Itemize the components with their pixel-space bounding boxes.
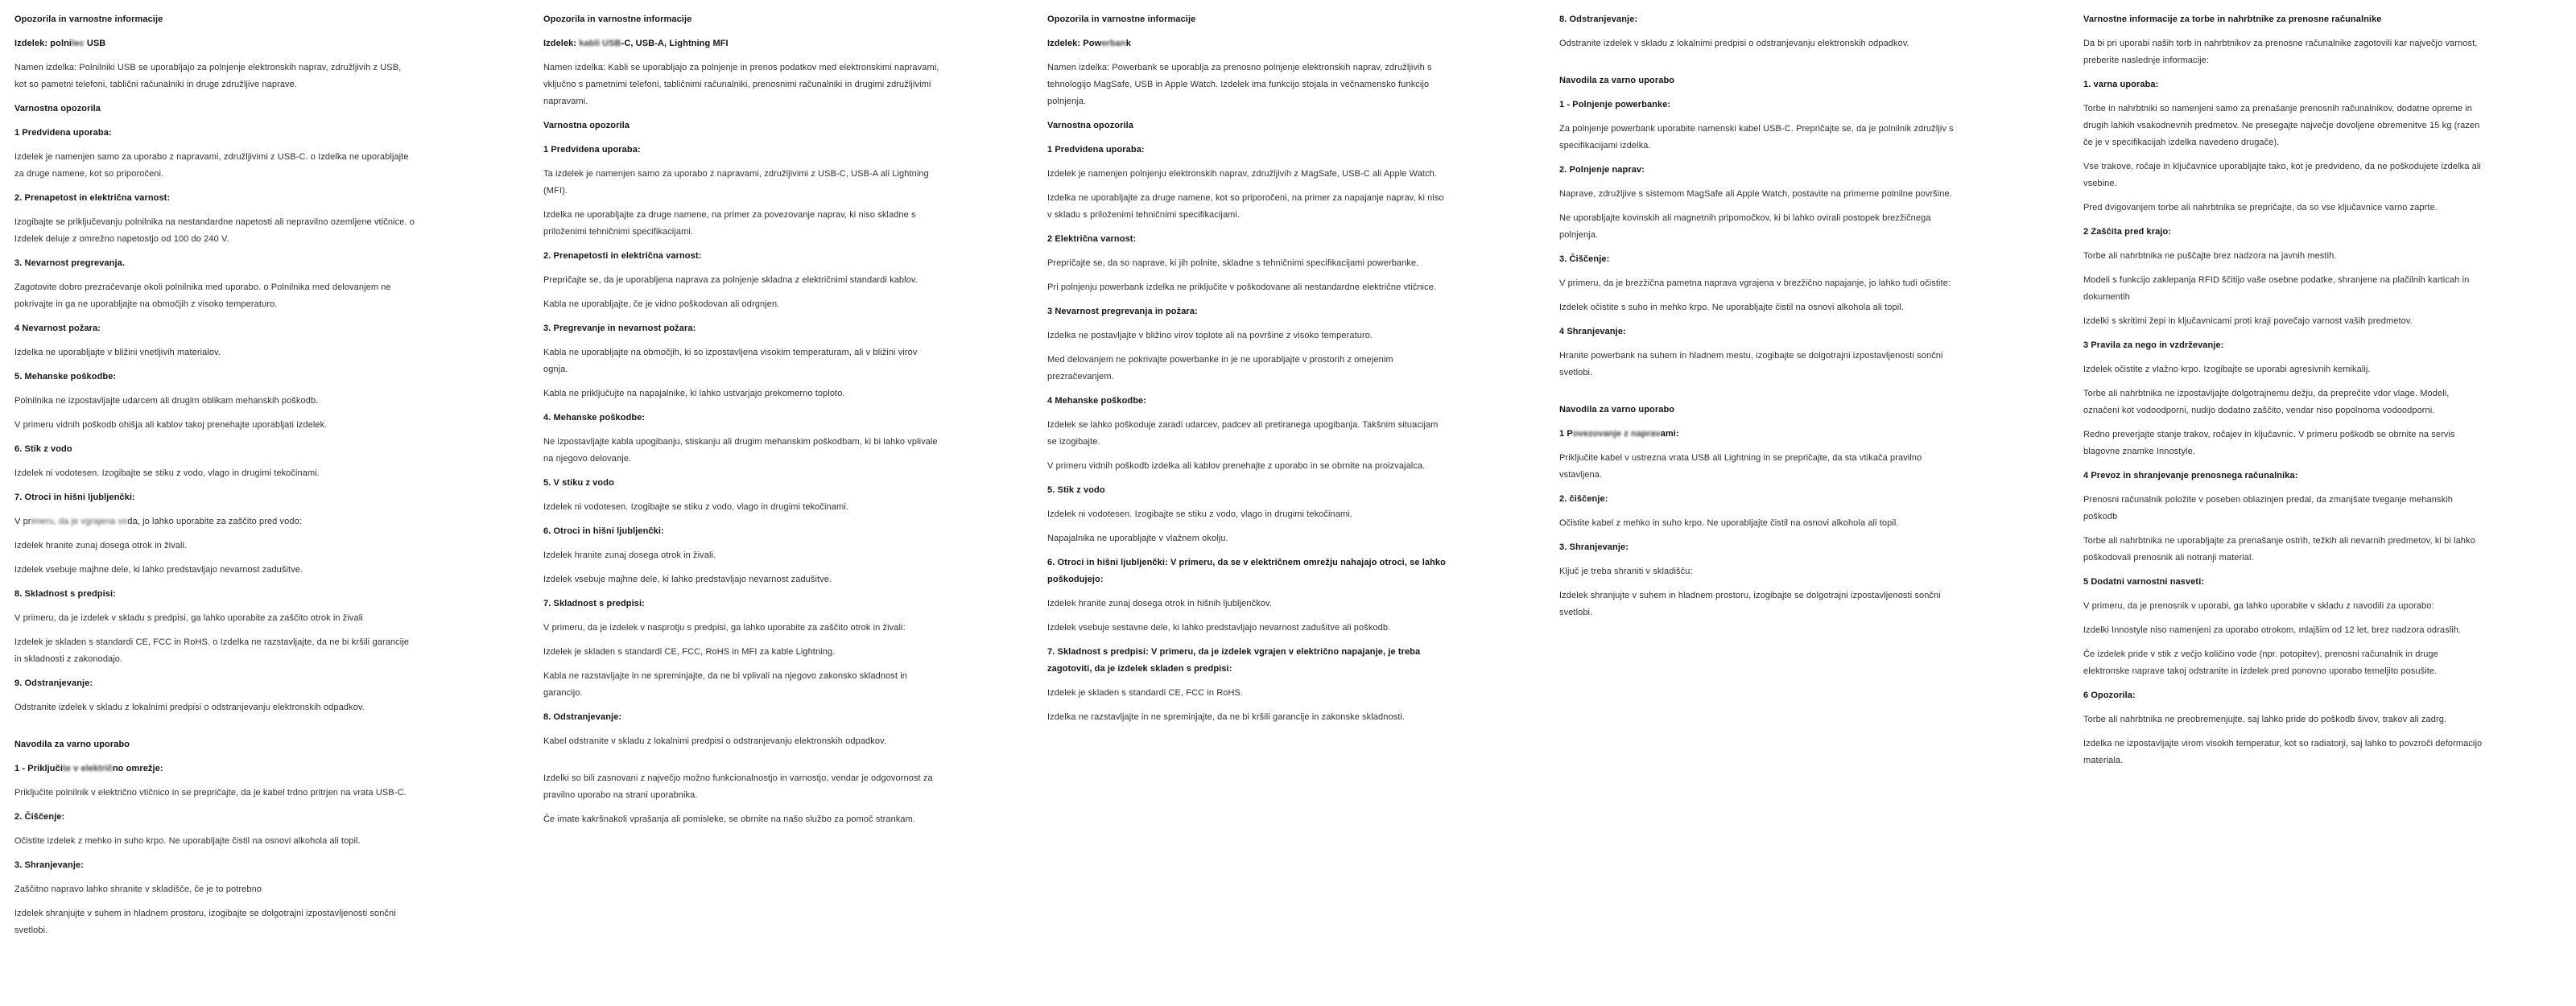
paragraph: Napajalnika ne uporabljajte v vlažnem okolju. bbox=[1047, 534, 1228, 543]
paragraph-spacer bbox=[1559, 389, 1959, 402]
paragraph: Da bi pri uporabi naših torb in nahrbtnikov za prenosne računalnike zagotovili kar največjo varnost, preberite naslednje informacije: bbox=[2083, 39, 2478, 65]
paragraph: Ne uporabljajte kovinskih ali magnetnih pripomočkov, ki bi lahko ovirali postopek brezžičnega polnjenja. bbox=[1559, 213, 1931, 240]
section-heading: 7. Skladnost s predpisi: V primeru, da je izdelek vgrajen v električno napajanje, je treba zagotoviti, da je izdelek skladen s predpisi: bbox=[1047, 647, 1421, 674]
paragraph: Kabla ne priključujte na napajalnike, ki lahko ustvarjajo prekomerno toploto. bbox=[543, 389, 845, 398]
paragraph: V primeru vidnih poškodb izdelka ali kablov prenehajte z uporabo in se obrnite na proizvajalca. bbox=[1047, 461, 1426, 471]
paragraph: Torbe in nahrbtniki so namenjeni samo za prenašanje prenosnih računalnikov, dodatne opreme in drugih lahkih vsakodnevnih predmetov. Ne presegajte največje dovoljene obremenitve 15 kg (razen če je v specifikacijah izdelka navedeno drugače). bbox=[2083, 104, 2480, 147]
section-heading: Varnostna opozorila bbox=[543, 121, 630, 130]
paragraph: Torbe ali nahrbtnika ne uporabljajte za prenašanje ostrih, težkih ali nevarnih predmetov, ki bi lahko poškodovali prenosnik ali notranji material. bbox=[2083, 536, 2475, 563]
section-heading: 4 Shranjevanje: bbox=[1559, 327, 1626, 336]
paragraph: Očistite kabel z mehko in suho krpo. Ne uporabljajte čistil na osnovi alkohola ali topil. bbox=[1559, 518, 1899, 528]
blurred-text: imeru, da je vgrajena vo bbox=[31, 517, 128, 526]
paragraph: Vse trakove, ročaje in ključavnice uporabljajte tako, kot je predvideno, da ne poškodujete izdelka ali vsebine. bbox=[2083, 162, 2481, 188]
section-heading: 3. Čiščenje: bbox=[1559, 254, 1610, 264]
section-heading: Izdelek: Powerbank bbox=[1047, 39, 1131, 48]
section-heading: 7. Skladnost s predpisi: bbox=[543, 599, 645, 608]
paragraph: Izdelek vsebuje majhne dele, ki lahko predstavljajo nevarnost zadušitve. bbox=[543, 575, 832, 584]
section-heading: 3. Shranjevanje: bbox=[14, 860, 84, 870]
column-laptop-bags-safety bbox=[2083, 11, 2483, 777]
paragraph-spacer bbox=[1559, 60, 1959, 72]
paragraph: Polnilnika ne izpostavljajte udarcem ali drugim oblikam mehanskih poškodb. bbox=[14, 396, 319, 406]
paragraph: Namen izdelka: Powerbank se uporablja za prenosno polnjenje elektronskih naprav, združljivih s tehnologijo MagSafe, USB in Apple Watch. Izdelek ima funkcijo stojala in večnamensko funkcijo polnjenja. bbox=[1047, 63, 1432, 106]
section-heading: 5. Stik z vodo bbox=[1047, 485, 1105, 495]
section-heading: 1 Predvidena uporaba: bbox=[14, 128, 112, 138]
paragraph: Izdelka ne uporabljajte za druge namene, kot so priporočeni, na primer za napajanje naprav, ki niso v skladu s priloženimi tehničnimi specifikacijami. bbox=[1047, 193, 1444, 220]
section-heading: 3 Pravila za nego in vzdrževanje: bbox=[2083, 340, 2224, 350]
blurred-text: te v električ bbox=[63, 764, 113, 773]
document-title: Opozorila in varnostne informacije bbox=[543, 14, 692, 24]
section-heading: 8. Skladnost s predpisi: bbox=[14, 589, 116, 599]
paragraph: Izdelki Innostyle niso namenjeni za uporabo otrokom, mlajšim od 12 let, brez nadzora odraslih. bbox=[2083, 625, 2462, 635]
section-heading: 1 Povezovanje z napravami: bbox=[1559, 429, 1679, 439]
paragraph: Izdelek očistite s suho in mehko krpo. Ne uporabljajte čistil na osnovi alkohola ali topil. bbox=[1559, 303, 1904, 312]
paragraph: Med delovanjem ne pokrivajte powerbanke in je ne uporabljajte v prostorih z omejenim prezračevanjem. bbox=[1047, 355, 1393, 381]
section-heading: Navodila za varno uporabo bbox=[14, 740, 130, 749]
section-heading: 6 Opozorila: bbox=[2083, 691, 2136, 700]
paragraph: Pred dvigovanjem torbe ali nahrbtnika se prepričajte, da so vse ključavnice varno zaprte. bbox=[2083, 203, 2438, 212]
section-heading: 1 Predvidena uporaba: bbox=[1047, 145, 1145, 155]
paragraph: Izdelek je skladen s standardi CE, FCC, RoHS in MFI za kable Lightning. bbox=[543, 647, 836, 657]
paragraph: Izdelek hranite zunaj dosega otrok in hišnih ljubljenčkov. bbox=[1047, 599, 1272, 608]
paragraph: Izdelka ne uporabljajte za druge namene, na primer za povezovanje naprav, ki niso skladne s priloženimi tehničnimi specifikacijami. bbox=[543, 210, 916, 237]
paragraph: Izdelki s skritimi žepi in ključavnicami proti kraji povečajo varnost vaših predmetov. bbox=[2083, 316, 2413, 326]
paragraph: Odstranite izdelek v skladu z lokalnimi predpisi o odstranjevanju elektronskih odpadkov. bbox=[1559, 39, 1909, 48]
section-heading: 5. Mehanske poškodbe: bbox=[14, 372, 117, 381]
section-heading: 5 Dodatni varnostni nasveti: bbox=[2083, 577, 2205, 587]
paragraph: V primeru, da je vgrajena voda, jo lahko uporabite za zaščito pred vodo: bbox=[14, 517, 302, 526]
paragraph: V primeru, da je prenosnik v uporabi, ga lahko uporabite v skladu z navodili za uporabo: bbox=[2083, 601, 2434, 611]
paragraph: Izdelek hranite zunaj dosega otrok in živali. bbox=[543, 550, 716, 560]
paragraph: Izdelek je namenjen samo za uporabo z napravami, združljivimi z USB-C. o Izdelka ne uporabljajte za druge namene, kot so priporočeni. bbox=[14, 152, 409, 179]
paragraph: Zaščitno napravo lahko shranite v skladišče, če je to potrebno bbox=[14, 884, 262, 894]
section-heading: 1. varna uporaba: bbox=[2083, 80, 2159, 89]
blurred-text: ovezovanje z naprav bbox=[1572, 429, 1661, 439]
paragraph: Pri polnjenju powerbank izdelka ne priključite v poškodovane ali nestandardne električne vtičnice. bbox=[1047, 282, 1437, 292]
paragraph: Izdelek ni vodotesen. Izogibajte se stiku z vodo, vlago in drugimi tekočinami. bbox=[1047, 509, 1352, 519]
paragraph-spacer bbox=[14, 724, 415, 736]
section-heading: 3. Nevarnost pregrevanja. bbox=[14, 258, 126, 268]
section-heading: Navodila za varno uporabo bbox=[1559, 405, 1675, 414]
column-cables-warnings bbox=[543, 11, 943, 835]
paragraph: Izdelka ne razstavljajte in ne spreminjajte, da ne bi kršili garancije in zakonske skladnosti. bbox=[1047, 712, 1406, 722]
section-heading: Izdelek: kabli USB-C, USB-A, Lightning MFI bbox=[543, 39, 729, 48]
document-title: Opozorila in varnostne informacije bbox=[14, 14, 163, 24]
section-heading: 2. Polnjenje naprav: bbox=[1559, 165, 1645, 175]
paragraph: Če imate kakršnakoli vprašanja ali pomisleke, se obrnite na našo službo za pomoč strankam. bbox=[543, 814, 916, 824]
paragraph: Za polnjenje powerbank uporabite namenski kabel USB-C. Prepričajte se, da je polnilnik združljiv s specifikacijami izdelka. bbox=[1559, 124, 1954, 150]
paragraph: Izdelek vsebuje sestavne dele, ki lahko predstavljajo nevarnost zadušitve ali poškodb. bbox=[1047, 623, 1391, 633]
paragraph: Izdelek očistite z vlažno krpo. Izogibajte se uporabi agresivnih kemikalij. bbox=[2083, 365, 2371, 374]
column-usb-charger-warnings bbox=[14, 11, 415, 946]
section-heading: 3. Shranjevanje: bbox=[1559, 542, 1629, 552]
section-heading: 2. Prenapetost in električna varnost: bbox=[14, 193, 171, 203]
paragraph: Odstranite izdelek v skladu z lokalnimi predpisi o odstranjevanju elektronskih odpadkov. bbox=[14, 703, 365, 712]
paragraph: Izdelek shranjujte v suhem in hladnem prostoru, izogibajte se dolgotrajni izpostavljenosti sončni svetlobi. bbox=[1559, 591, 1941, 617]
paragraph: Ta izdelek je namenjen samo za uporabo z napravami, združljivimi z USB-C, USB-A ali Lightning (MFI). bbox=[543, 169, 929, 196]
section-heading: Navodila za varno uporabo bbox=[1559, 76, 1675, 85]
section-heading: 1 - Priključite v električno omrežje: bbox=[14, 764, 163, 773]
paragraph: Izdelek ni vodotesen. Izogibajte se stiku z vodo, vlago in drugimi tekočinami. bbox=[14, 468, 320, 478]
section-heading: 8. Odstranjevanje: bbox=[1559, 14, 1638, 24]
paragraph: Prenosni računalnik položite v poseben oblazinjen predal, da zmanjšate tveganje mehanskih poškodb bbox=[2083, 495, 2453, 522]
paragraph: Prepričajte se, da so naprave, ki jih polnite, skladne s tehničnimi specifikacijami powerbanke. bbox=[1047, 258, 1419, 268]
paragraph: Kabla ne uporabljajte, če je vidno poškodovan ali odrgnjen. bbox=[543, 299, 780, 309]
blurred-text: lec bbox=[72, 39, 85, 48]
paragraph: Kabla ne razstavljajte in ne spreminjajte, da ne bi vplivali na njegovo zakonsko skladnost in garancijo. bbox=[543, 671, 908, 698]
section-heading: 4 Mehanske poškodbe: bbox=[1047, 396, 1147, 406]
paragraph: Ključ je treba shraniti v skladišču: bbox=[1559, 567, 1693, 576]
paragraph: Izdelek je skladen s standardi CE, FCC in RoHS. bbox=[1047, 688, 1244, 698]
paragraph: V primeru, da je izdelek v skladu s predpisi, ga lahko uporabite za zaščito otrok in živali bbox=[14, 613, 363, 623]
paragraph: Zagotovite dobro prezračevanje okoli polnilnika med uporabo. o Polnilnika med delovanjem ne pokrivajte in ga ne uporabljajte na območjih z visoko temperaturo. bbox=[14, 282, 391, 309]
paragraph-spacer bbox=[543, 757, 943, 770]
section-heading: Varnostna opozorila bbox=[1047, 121, 1134, 130]
paragraph: Izdelek ni vodotesen. Izogibajte se stiku z vodo, vlago in drugimi tekočinami. bbox=[543, 502, 848, 512]
paragraph: Modeli s funkcijo zaklepanja RFID ščitijo vaše osebne podatke, shranjene na plačilnih karticah in dokumentih bbox=[2083, 275, 2470, 302]
paragraph: Izdelka ne uporabljajte v bližini vnetljivih materialov. bbox=[14, 348, 221, 357]
section-heading: 4 Prevoz in shranjevanje prenosnega računalnika: bbox=[2083, 471, 2298, 480]
column-powerbank-warnings bbox=[1047, 11, 1447, 733]
paragraph: Izdelek vsebuje majhne dele, ki lahko predstavljajo nevarnost zadušitve. bbox=[14, 565, 303, 575]
section-heading: 7. Otroci in hišni ljubljenčki: bbox=[14, 493, 135, 502]
paragraph: Priključite polnilnik v električno vtičnico in se prepričajte, da je kabel trdno pritrjen na vrata USB-C. bbox=[14, 788, 407, 798]
paragraph: V primeru, da je izdelek v nasprotju s predpisi, ga lahko uporabite za zaščito otrok in živali: bbox=[543, 623, 906, 633]
paragraph: Ne izpostavljajte kabla upogibanju, stiskanju ali drugim mehanskim poškodbam, ki bi lahko vplivale na njegovo delovanje. bbox=[543, 437, 938, 464]
paragraph: Izdelek je namenjen polnjenju elektronskih naprav, združljivih z MagSafe, USB-C ali Apple Watch. bbox=[1047, 169, 1438, 179]
column-powerbank-usage-instructions bbox=[1559, 11, 1959, 629]
paragraph: Kabel odstranite v skladu z lokalnimi predpisi o odstranjevanju elektronskih odpadkov. bbox=[543, 736, 887, 746]
paragraph: Torbe ali nahrbtnika ne preobremenjujte, saj lahko pride do poškodb šivov, trakov ali zadrg. bbox=[2083, 715, 2447, 724]
paragraph: Prepričajte se, da je uporabljena naprava za polnjenje skladna z električnimi standardi kablov. bbox=[543, 275, 918, 285]
document-title: Opozorila in varnostne informacije bbox=[1047, 14, 1196, 24]
section-heading: 8. Odstranjevanje: bbox=[543, 712, 622, 722]
paragraph: Izdelki so bili zasnovani z največjo možno funkcionalnostjo in varnostjo, vendar je odgovornost za pravilno uporabo na strani uporabnika. bbox=[543, 773, 933, 800]
paragraph: Redno preverjajte stanje trakov, ročajev in ključavnic. V primeru poškodb se obrnite na servis blagovne znamke Innostyle. bbox=[2083, 430, 2455, 456]
section-heading: 4 Nevarnost požara: bbox=[14, 324, 101, 333]
paragraph: Izdelek je skladen s standardi CE, FCC in RoHS. o Izdelka ne razstavljajte, da ne bi kršili garancije in skladnosti z zakonodajo. bbox=[14, 637, 410, 664]
paragraph: Izdelka ne izpostavljajte virom visokih temperatur, kot so radiatorji, saj lahko to povzroči deformacijo materiala. bbox=[2083, 739, 2483, 765]
section-heading: 1 Predvidena uporaba: bbox=[543, 145, 641, 155]
paragraph: Priključite kabel v ustrezna vrata USB ali Lightning in se prepričajte, da sta vtikača pravilno vstavljena. bbox=[1559, 453, 1922, 480]
paragraph: Kabla ne uporabljajte na območjih, ki so izpostavljena visokim temperaturam, ali v bližini virov ognja. bbox=[543, 348, 918, 374]
paragraph: Naprave, združljive s sistemom MagSafe ali Apple Watch, postavite na primerne polnilne površine. bbox=[1559, 189, 1952, 199]
paragraph: V primeru, da je brezžična pametna naprava vgrajena v brezžično napajanje, jo lahko tudi očistite: bbox=[1559, 278, 1951, 288]
section-heading: Izdelek: polnilec USB bbox=[14, 39, 106, 48]
section-heading: 2. Čiščenje: bbox=[14, 812, 65, 822]
paragraph: Torbe ali nahrbtnika ne izpostavljajte dolgotrajnemu dežju, da preprečite vdor vlage. Modeli, označeni kot vodoodporni, nudijo dodatno zaščito, vendar niso popolnoma vodoodporni. bbox=[2083, 389, 2450, 415]
section-heading: 3 Nevarnost pregrevanja in požara: bbox=[1047, 307, 1198, 316]
section-heading: 6. Otroci in hišni ljubljenčki: V primeru, da se v električnem omrežju nahajajo otroci, se lahko poškodujejo: bbox=[1047, 558, 1446, 584]
section-heading: 9. Odstranjevanje: bbox=[14, 678, 93, 688]
paragraph: Izdelek hranite zunaj dosega otrok in živali. bbox=[14, 541, 188, 550]
paragraph: Izogibajte se priključevanju polnilnika na nestandardne napetosti ali nepravilno ozemljene vtičnice. o Izdelek deluje z omrežno napetostjo od 100 do 240 V. bbox=[14, 217, 415, 244]
section-heading: 2 Električna varnost: bbox=[1047, 234, 1137, 244]
section-heading: 3. Pregrevanje in nevarnost požara: bbox=[543, 324, 696, 333]
document-title: Varnostne informacije za torbe in nahrbtnike za prenosne računalnike bbox=[2083, 14, 2382, 24]
section-heading: 6. Stik z vodo bbox=[14, 444, 72, 454]
section-heading: 2 Zaščita pred krajo: bbox=[2083, 227, 2172, 237]
paragraph: Namen izdelka: Polnilniki USB se uporabljajo za polnjenje elektronskih naprav, združljivih z USB, kot so pametni telefoni, tablični računalniki in druge združljive naprave. bbox=[14, 63, 402, 89]
paragraph: Če izdelek pride v stik z večjo količino vode (npr. potopitev), prenosni računalnik in druge elektronske naprave takoj odstranite in izdelek pred ponovno uporabo temeljito posušite. bbox=[2083, 649, 2438, 676]
paragraph: V primeru vidnih poškodb ohišja ali kablov takoj prenehajte uporabljati izdelek. bbox=[14, 420, 328, 430]
section-heading: 5. V stiku z vodo bbox=[543, 478, 614, 488]
section-heading: 2. čiščenje: bbox=[1559, 494, 1608, 504]
section-heading: Varnostna opozorila bbox=[14, 104, 101, 113]
paragraph: Izdelek se lahko poškoduje zaradi udarcev, padcev ali pretiranega upogibanja. Takšnim situacijam se izogibajte. bbox=[1047, 420, 1439, 447]
paragraph: Torbe ali nahrbtnika ne puščajte brez nadzora na javnih mestih. bbox=[2083, 251, 2337, 261]
paragraph: Očistite izdelek z mehko in suho krpo. Ne uporabljajte čistil na osnovi alkohola ali topil. bbox=[14, 836, 361, 846]
blurred-text: kabli USB bbox=[579, 39, 621, 48]
section-heading: 1 - Polnjenje powerbanke: bbox=[1559, 100, 1671, 109]
section-heading: 6. Otroci in hišni ljubljenčki: bbox=[543, 526, 664, 536]
paragraph: Hranite powerbank na suhem in hladnem mestu, izogibajte se dolgotrajni izpostavljenosti sončni svetlobi. bbox=[1559, 351, 1943, 377]
section-heading: 4. Mehanske poškodbe: bbox=[543, 413, 646, 423]
paragraph: Izdelek shranjujte v suhem in hladnem prostoru, izogibajte se dolgotrajni izpostavljenosti sončni svetlobi. bbox=[14, 909, 396, 935]
paragraph: Namen izdelka: Kabli se uporabljajo za polnjenje in prenos podatkov med elektronskimi napravami, vključno s pametnimi telefoni, tabličnimi računalniki, prenosnimi računalniki in drugimi združljivimi napravami. bbox=[543, 63, 939, 106]
section-heading: 2. Prenapetosti in električna varnost: bbox=[543, 251, 702, 261]
paragraph: Izdelka ne postavljajte v bližino virov toplote ali na površine z visoko temperaturo. bbox=[1047, 331, 1373, 340]
blurred-text: erban bbox=[1101, 39, 1126, 48]
